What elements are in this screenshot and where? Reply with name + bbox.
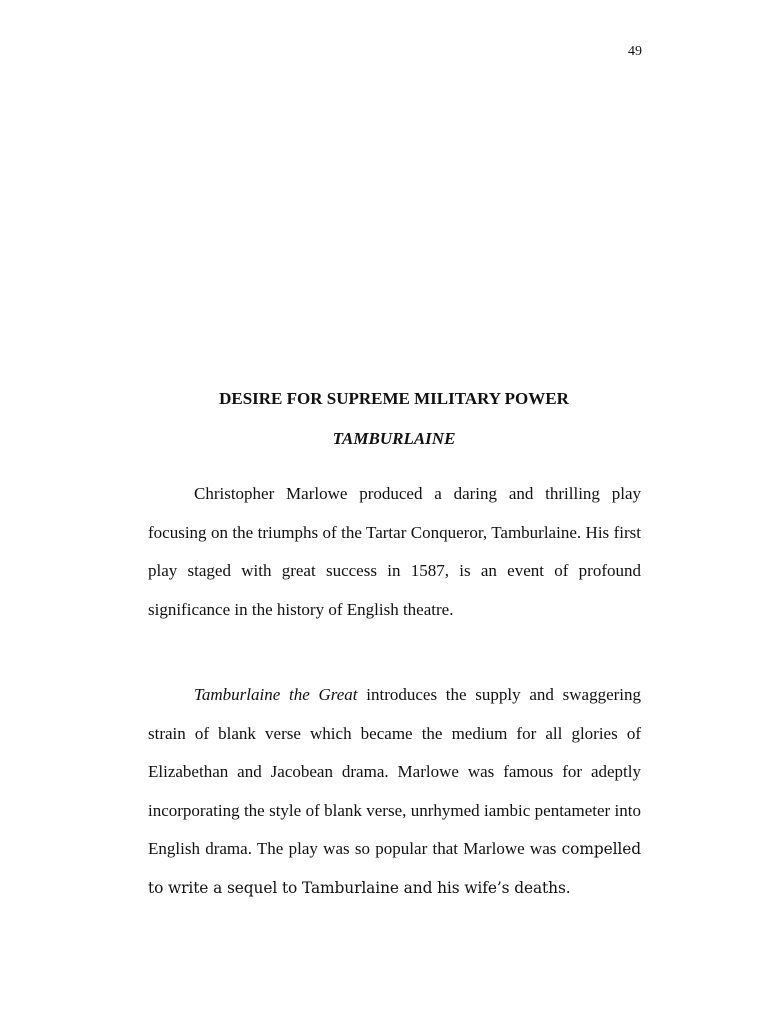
chapter-subtitle: TAMBURLAINE xyxy=(332,429,456,448)
play-title-italic: Tamburlaine the Great xyxy=(194,685,358,704)
paragraph-2-body: introduces the supply and swaggering strain of blank verse which became the medium for all glories of Elizabethan and Jacobean drama. Marlowe was famous for adeptly incorporating the style of blank verse, unrhymed iambic pentameter into English drama. The play was so popular that Marlowe was xyxy=(148,685,641,858)
paragraph-2-last-line: compelled to write a sequel to Tamburlaine and his wife’s deaths. xyxy=(148,840,641,897)
paragraph-2 xyxy=(148,676,641,907)
paragraph-1: Christopher Marlowe produced a daring and thrilling play focusing on the triumphs of the Tartar Conqueror, Tamburlaine. His first play staged with great success in 1587, is an event of profound significance in the history of English theatre. xyxy=(148,484,641,619)
page-number: 49 xyxy=(628,44,642,59)
chapter-title: DESIRE FOR SUPREME MILITARY POWER xyxy=(219,389,569,408)
